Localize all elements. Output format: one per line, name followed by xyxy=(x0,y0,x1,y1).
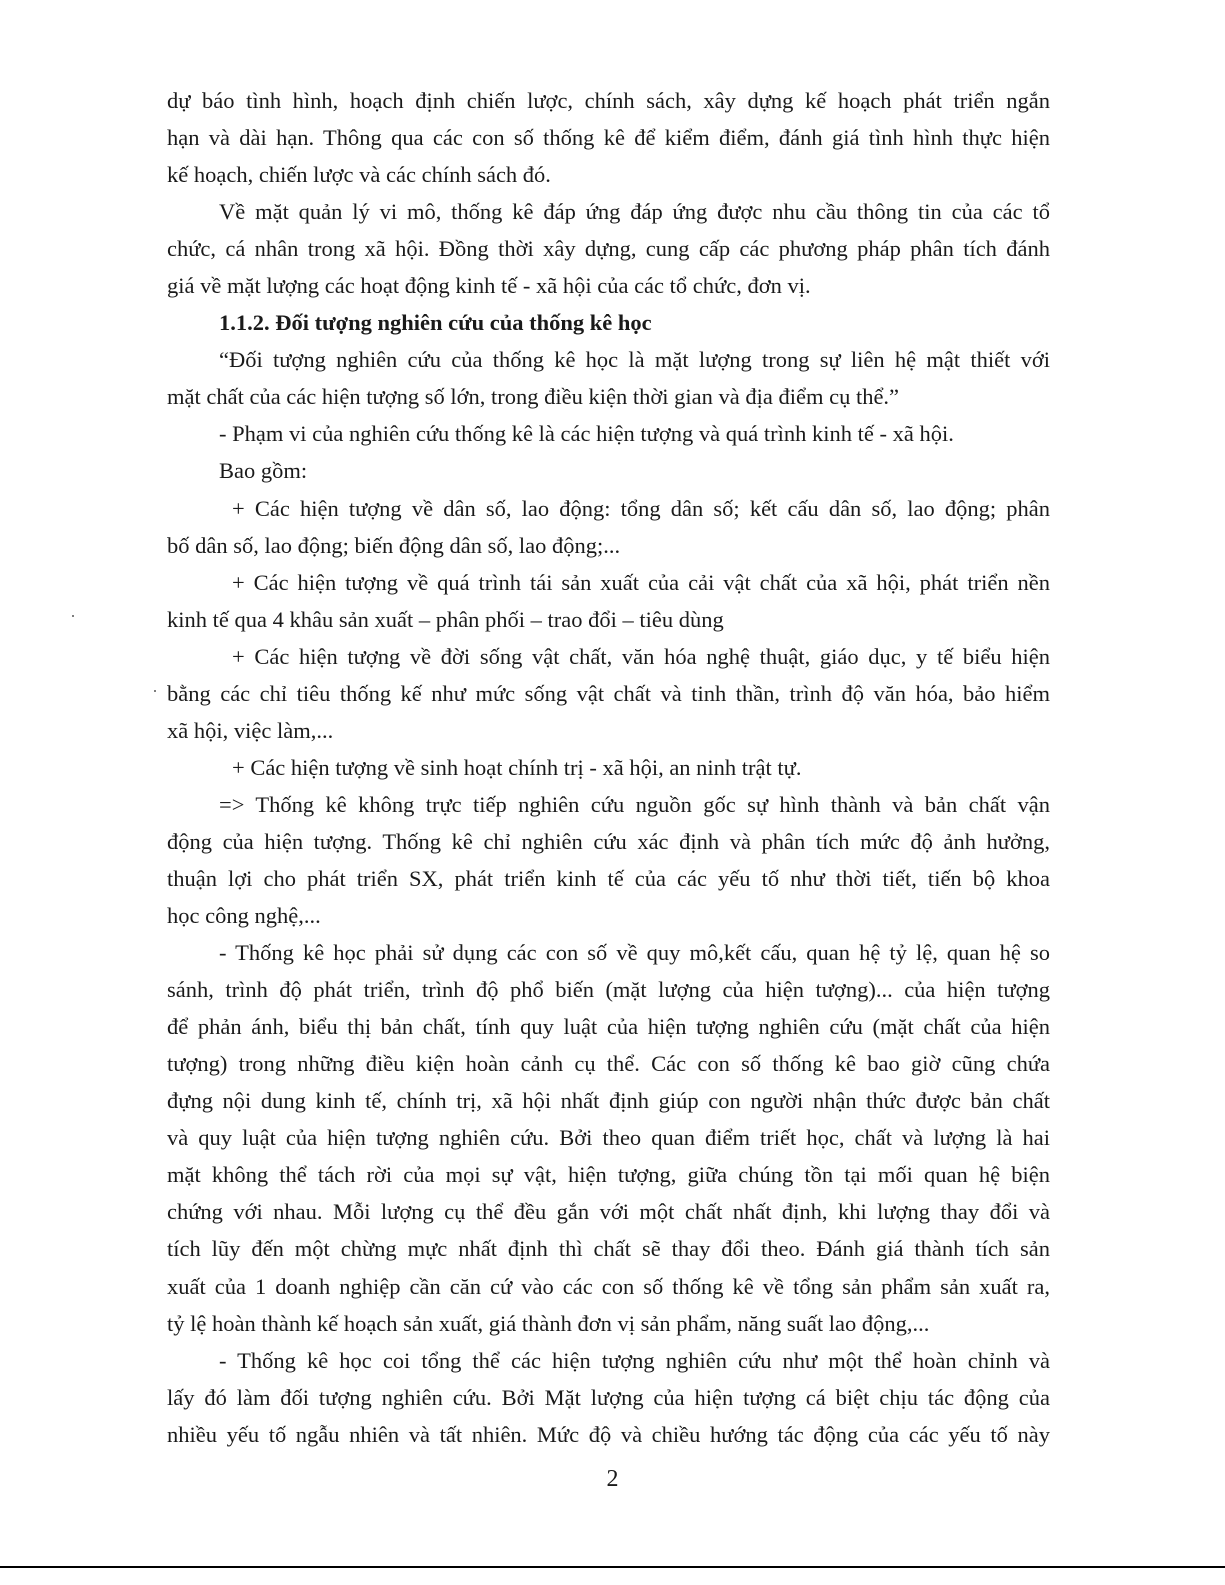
scan-speck xyxy=(72,615,74,617)
text-line: nhiều yếu tố ngẫu nhiên và tất nhiên. Mức độ và chiều hướng tác động của các yếu tố này xyxy=(167,1421,1050,1447)
text-line: bằng các chỉ tiêu thống kế như mức sống vật chất và tinh thần, trình độ văn hóa, bảo hiểm xyxy=(167,680,1050,706)
text-line: kế hoạch, chiến lược và các chính sách đó. xyxy=(167,162,551,188)
text-line: kinh tế qua 4 khâu sản xuất – phân phối – trao đổi – tiêu dùng xyxy=(167,606,724,632)
text-line: động của hiện tượng. Thống kê chỉ nghiên cứu xác định và phân tích mức độ ảnh hưởng, xyxy=(167,828,1050,854)
text-line: + Các hiện tượng về sinh hoạt chính trị - xã hội, an ninh trật tự. xyxy=(232,754,802,780)
text-line: - Thống kê học coi tổng thể các hiện tượng nghiên cứu như một thể hoàn chỉnh và xyxy=(219,1347,1050,1373)
text-line: xã hội, việc làm,... xyxy=(167,717,334,743)
text-line: Bao gồm: xyxy=(219,458,308,484)
text-line: tích lũy đến một chừng mực nhất định thì chất sẽ thay đổi theo. Đánh giá thành tích sản xyxy=(167,1236,1050,1262)
page-number: 2 xyxy=(606,1466,619,1492)
scan-speck xyxy=(154,690,156,692)
text-line: hạn và dài hạn. Thông qua các con số thống kê để kiểm điểm, đánh giá tình hình thực hiện xyxy=(167,125,1050,151)
text-line: giá về mặt lượng các hoạt động kinh tế - xã hội của các tổ chức, đơn vị. xyxy=(167,273,811,299)
text-line: Về mặt quản lý vi mô, thống kê đáp ứng đáp ứng được nhu cầu thông tin của các tổ xyxy=(219,199,1050,225)
text-line: học công nghệ,... xyxy=(167,903,321,929)
text-line: lấy đó làm đối tượng nghiên cứu. Bởi Mặt lượng của hiện tượng cá biệt chịu tác động của xyxy=(167,1384,1050,1410)
text-line: mặt chất của các hiện tượng số lớn, trong điều kiện thời gian và địa điểm cụ thể.” xyxy=(167,384,900,410)
text-line: tỷ lệ hoàn thành kế hoạch sản xuất, giá thành đơn vị sản phẩm, năng suất lao động,... xyxy=(167,1310,930,1336)
text-line: - Thống kê học phải sử dụng các con số về quy mô,kết cấu, quan hệ tỷ lệ, quan hệ so xyxy=(219,940,1050,966)
text-line: mặt không thể tách rời của mọi sự vật, hiện tượng, giữa chúng tồn tại mối quan hệ biện xyxy=(167,1162,1050,1188)
text-line: và quy luật của hiện tượng nghiên cứu. Bởi theo quan điểm triết học, chất và lượng là hai xyxy=(167,1125,1050,1151)
text-line: để phản ánh, biểu thị bản chất, tính quy luật của hiện tượng nghiên cứu (mặt chất của hiện xyxy=(167,1014,1050,1040)
text-line: + Các hiện tượng về dân số, lao động: tổng dân số; kết cấu dân số, lao động; phân xyxy=(232,495,1050,521)
text-line: - Phạm vi của nghiên cứu thống kê là các hiện tượng và quá trình kinh tế - xã hội. xyxy=(219,421,954,447)
text-line: tượng) trong những điều kiện hoàn cảnh cụ thể. Các con số thống kê bao giờ cũng chứa xyxy=(167,1051,1050,1077)
text-line: xuất của 1 doanh nghiệp cần căn cứ vào các con số thống kê về tổng sản phẩm sản xuất ra, xyxy=(167,1273,1050,1299)
text-line: “Đối tượng nghiên cứu của thống kê học là mặt lượng trong sự liên hệ mật thiết với xyxy=(219,347,1050,373)
text-line: => Thống kê không trực tiếp nghiên cứu nguồn gốc sự hình thành và bản chất vận xyxy=(219,791,1050,817)
text-line: chức, cá nhân trong xã hội. Đồng thời xây dựng, cung cấp các phương pháp phân tích đánh xyxy=(167,236,1050,262)
text-line: bố dân số, lao động; biến động dân số, lao động;... xyxy=(167,532,621,558)
text-line: thuận lợi cho phát triển SX, phát triển kinh tế của các yếu tố như thời tiết, tiến bộ khoa xyxy=(167,865,1050,891)
scan-bottom-edge xyxy=(0,1566,1225,1568)
text-line: + Các hiện tượng về quá trình tái sản xuất của cải vật chất của xã hội, phát triển nền xyxy=(232,569,1050,595)
text-line: sánh, trình độ phát triển, trình độ phổ biến (mặt lượng của hiện tượng)... của hiện tượng xyxy=(167,977,1050,1003)
text-line: dự báo tình hình, hoạch định chiến lược, chính sách, xây dựng kế hoạch phát triển ngắn xyxy=(167,88,1050,113)
text-line: + Các hiện tượng về đời sống vật chất, văn hóa nghệ thuật, giáo dục, y tế biểu hiện xyxy=(232,643,1050,669)
text-line: đựng nội dung kinh tế, chính trị, xã hội nhất định giúp con người nhận thức được bản chất xyxy=(167,1088,1050,1114)
document-body xyxy=(167,82,1050,1453)
text-line: chứng với nhau. Mỗi lượng cụ thể đều gắn với một chất nhất định, khi lượng thay đổi và xyxy=(167,1199,1050,1225)
section-heading: 1.1.2. Đối tượng nghiên cứu của thống kê học xyxy=(219,310,652,336)
